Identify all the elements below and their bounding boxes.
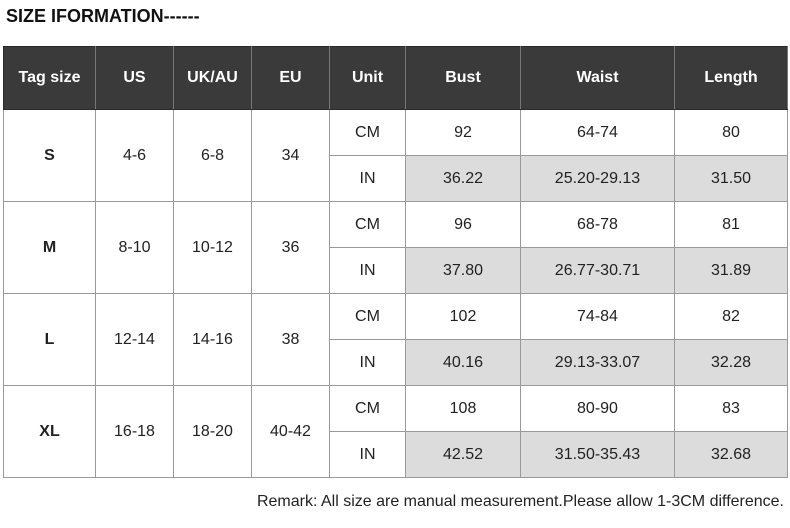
waist-cell: 31.50-35.43	[521, 432, 675, 478]
eu-size-cell: 34	[252, 110, 330, 202]
header-bust: Bust	[406, 47, 521, 110]
waist-cell: 25.20-29.13	[521, 156, 675, 202]
length-cell: 32.28	[675, 340, 788, 386]
eu-size-cell: 38	[252, 294, 330, 386]
header-eu: EU	[252, 47, 330, 110]
unit-cell: IN	[330, 156, 406, 202]
size-chart-table	[3, 46, 788, 478]
length-cell: 83	[675, 386, 788, 432]
us-size-cell: 8-10	[96, 202, 174, 294]
waist-cell: 80-90	[521, 386, 675, 432]
table-row	[4, 202, 788, 248]
uk-au-size-cell: 18-20	[174, 386, 252, 478]
uk-au-size-cell: 6-8	[174, 110, 252, 202]
eu-size-cell: 36	[252, 202, 330, 294]
unit-cell: IN	[330, 248, 406, 294]
remark-text: Remark: All size are manual measurement.Please allow 1-3CM difference.	[256, 493, 784, 510]
unit-cell: IN	[330, 340, 406, 386]
page-title: SIZE IFORMATION------	[6, 6, 200, 26]
unit-cell: CM	[330, 110, 406, 156]
bust-cell: 37.80	[406, 248, 521, 294]
tag-size-cell: M	[4, 202, 96, 294]
us-size-cell: 4-6	[96, 110, 174, 202]
tag-size-cell: XL	[4, 386, 96, 478]
waist-cell: 74-84	[521, 294, 675, 340]
unit-cell: IN	[330, 432, 406, 478]
length-cell: 32.68	[675, 432, 788, 478]
tag-size-cell: S	[4, 110, 96, 202]
header-us: US	[96, 47, 174, 110]
table-row	[4, 386, 788, 432]
table-row	[4, 294, 788, 340]
length-cell: 31.50	[675, 156, 788, 202]
length-cell: 82	[675, 294, 788, 340]
unit-cell: CM	[330, 386, 406, 432]
bust-cell: 108	[406, 386, 521, 432]
bust-cell: 36.22	[406, 156, 521, 202]
table-row	[4, 110, 788, 156]
us-size-cell: 16-18	[96, 386, 174, 478]
header-tag-size: Tag size	[4, 47, 96, 110]
length-cell: 80	[675, 110, 788, 156]
waist-cell: 29.13-33.07	[521, 340, 675, 386]
tag-size-cell: L	[4, 294, 96, 386]
unit-cell: CM	[330, 202, 406, 248]
table-header-row	[4, 47, 788, 110]
header-uk-au: UK/AU	[174, 47, 252, 110]
us-size-cell: 12-14	[96, 294, 174, 386]
bust-cell: 42.52	[406, 432, 521, 478]
bust-cell: 40.16	[406, 340, 521, 386]
bust-cell: 96	[406, 202, 521, 248]
waist-cell: 68-78	[521, 202, 675, 248]
header-length: Length	[675, 47, 788, 110]
uk-au-size-cell: 14-16	[174, 294, 252, 386]
bust-cell: 92	[406, 110, 521, 156]
bust-cell: 102	[406, 294, 521, 340]
waist-cell: 26.77-30.71	[521, 248, 675, 294]
header-waist: Waist	[521, 47, 675, 110]
eu-size-cell: 40-42	[252, 386, 330, 478]
waist-cell: 64-74	[521, 110, 675, 156]
length-cell: 31.89	[675, 248, 788, 294]
uk-au-size-cell: 10-12	[174, 202, 252, 294]
header-unit: Unit	[330, 47, 406, 110]
length-cell: 81	[675, 202, 788, 248]
unit-cell: CM	[330, 294, 406, 340]
